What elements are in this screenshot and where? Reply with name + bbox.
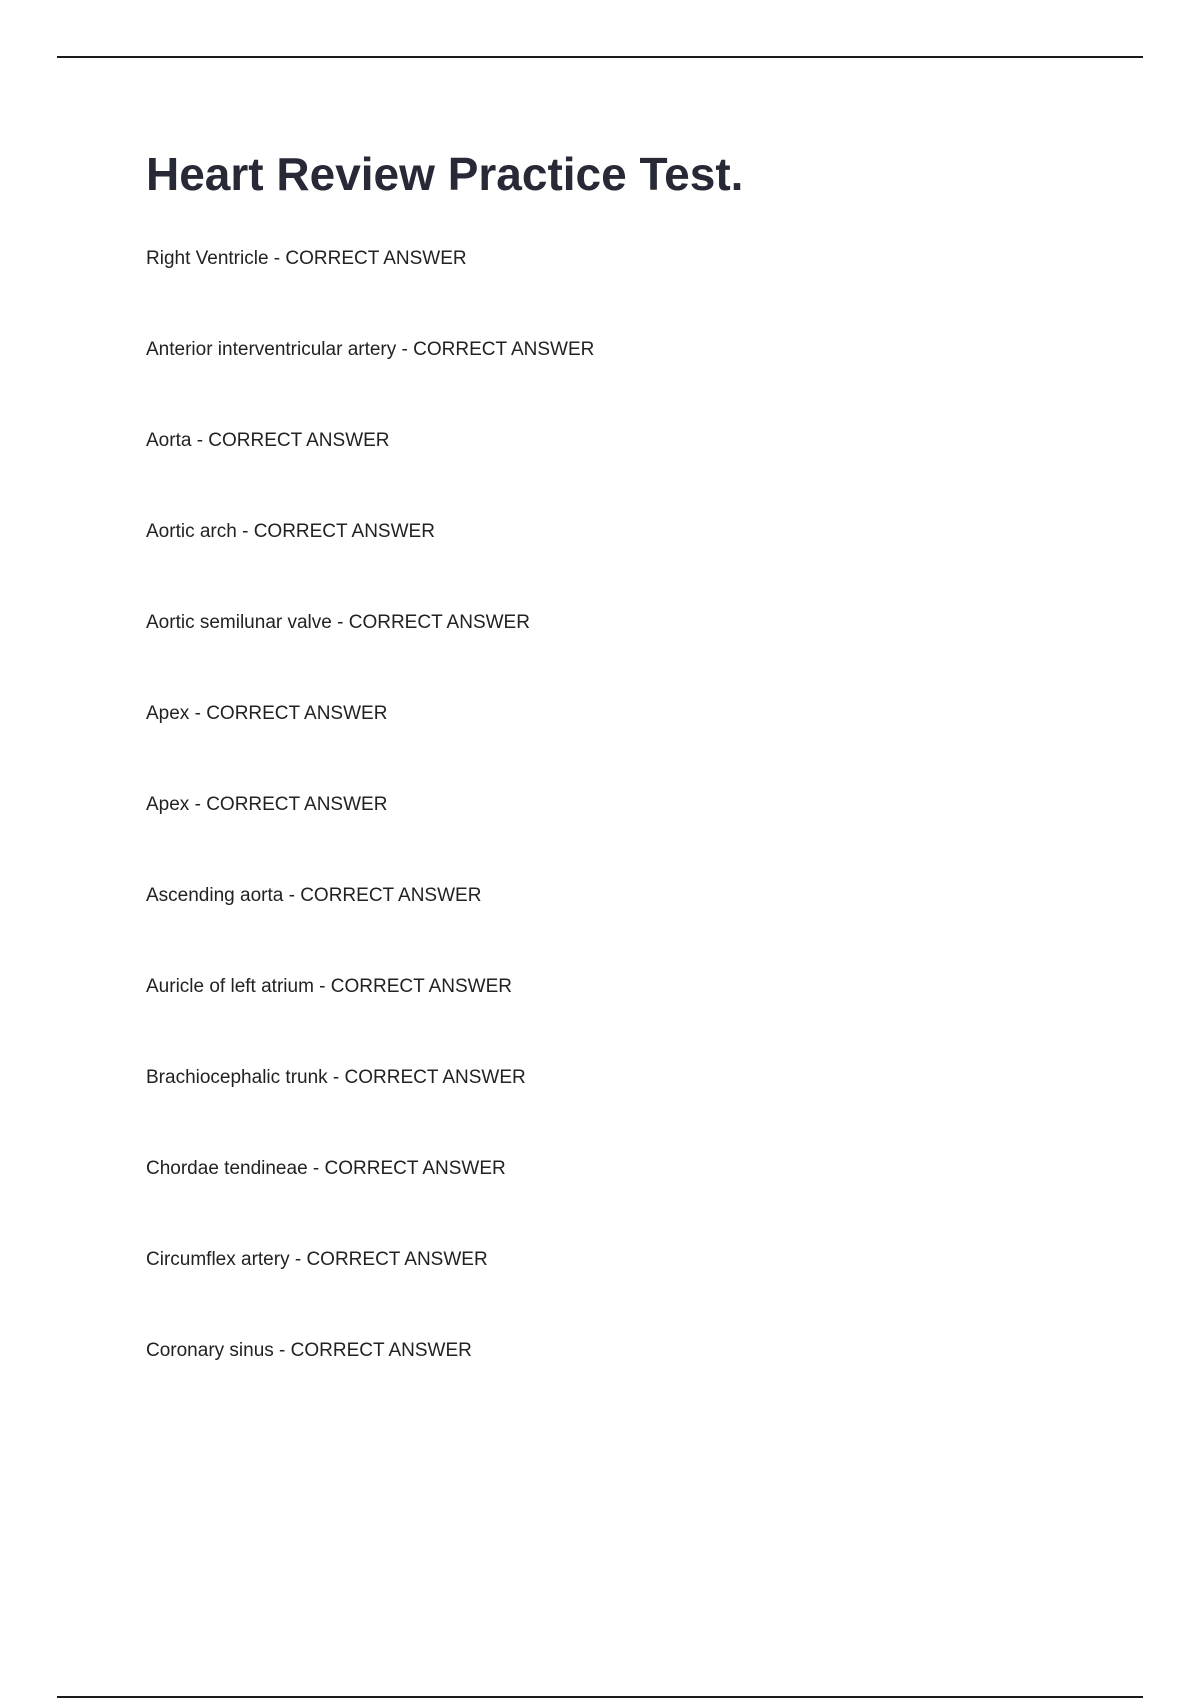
list-item: Ascending aorta - CORRECT ANSWER <box>146 885 482 906</box>
list-item: Coronary sinus - CORRECT ANSWER <box>146 1340 472 1361</box>
list-item: Auricle of left atrium - CORRECT ANSWER <box>146 976 513 997</box>
list-item: Chordae tendineae - CORRECT ANSWER <box>146 1158 506 1179</box>
list-item: Aortic arch - CORRECT ANSWER <box>146 521 435 542</box>
list-item: Apex - CORRECT ANSWER <box>146 794 388 815</box>
list-item: Anterior interventricular artery - CORRECT ANSWER <box>146 339 595 360</box>
list-item: Right Ventricle - CORRECT ANSWER <box>146 248 467 269</box>
page-title: Heart Review Practice Test. <box>146 148 744 200</box>
list-item: Aorta - CORRECT ANSWER <box>146 430 390 451</box>
list-item: Brachiocephalic trunk - CORRECT ANSWER <box>146 1067 526 1088</box>
bottom-divider <box>57 1696 1143 1698</box>
answer-list <box>146 246 594 1429</box>
list-item: Circumflex artery - CORRECT ANSWER <box>146 1249 488 1270</box>
list-item: Aortic semilunar valve - CORRECT ANSWER <box>146 612 530 633</box>
top-divider <box>57 56 1143 58</box>
list-item: Apex - CORRECT ANSWER <box>146 703 388 724</box>
